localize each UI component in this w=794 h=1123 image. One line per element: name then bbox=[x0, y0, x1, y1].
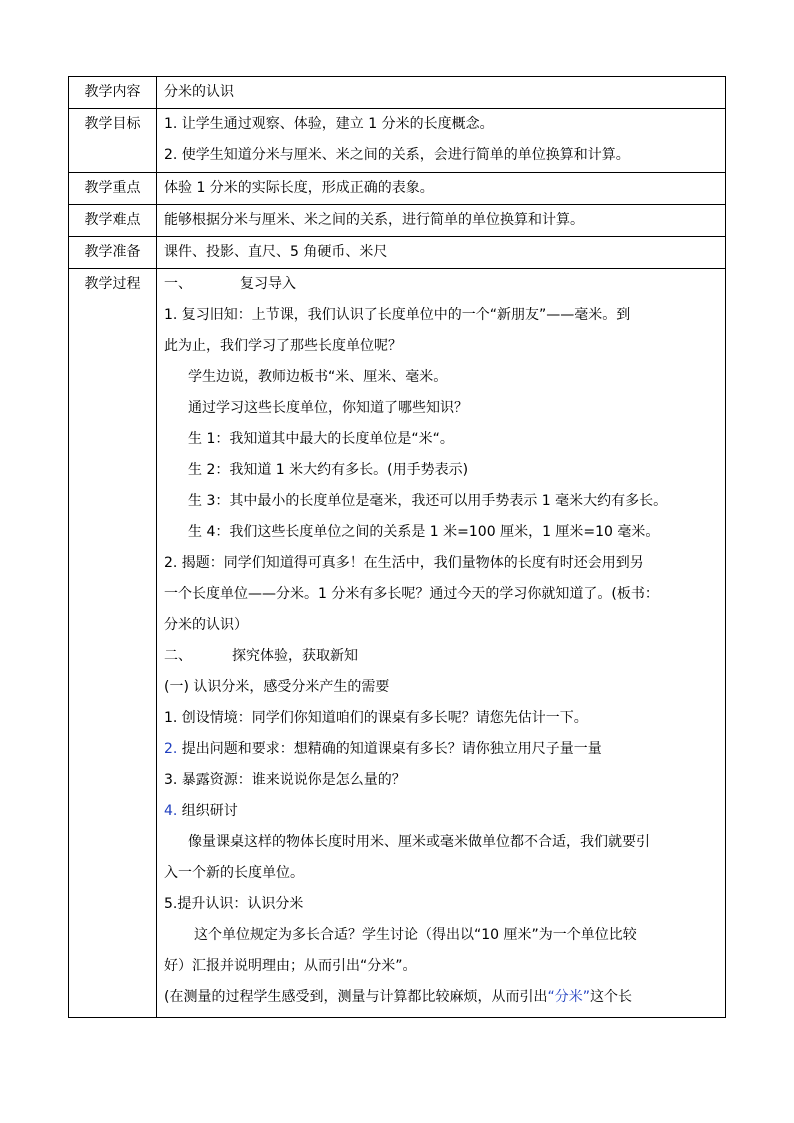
step-6-post: 这个长 bbox=[589, 989, 632, 1005]
section-2-heading bbox=[164, 641, 721, 672]
step-4-number: 4. bbox=[164, 803, 178, 819]
student-answer-4: 生 4：我们这些长度单位之间的关系是 1 米=100 厘米，1 厘米=10 毫米。 bbox=[188, 524, 660, 540]
label-process: 教学过程 bbox=[69, 269, 157, 1018]
paragraph-1b: 此为止，我们学习了那些长度单位呢？ bbox=[164, 338, 402, 354]
step-2-number: 2. bbox=[164, 741, 178, 757]
row-process bbox=[69, 269, 726, 1018]
goal-item-2: 2. 使学生知道分米与厘米、米之间的关系，会进行简单的单位换算和计算。 bbox=[164, 147, 630, 163]
paragraph-3: 通过学习这些长度单位，你知道了哪些知识？ bbox=[188, 400, 468, 416]
value-process bbox=[157, 269, 726, 1018]
content-text: 分米的认识 bbox=[164, 84, 234, 100]
value-content bbox=[157, 77, 726, 109]
student-answer-3: 生 3：其中最小的长度单位是毫米，我还可以用手势表示 1 毫米大约有多长。 bbox=[188, 493, 668, 509]
paragraph-2: 学生边说，教师边板书“米、厘米、毫米。 bbox=[188, 369, 448, 385]
step-6 bbox=[164, 982, 721, 1013]
paragraph-4a: 2. 揭题：同学们知道得可真多！在生活中，我们量物体的长度有时还会用到另 bbox=[164, 555, 644, 571]
value-difficulty bbox=[157, 205, 726, 237]
paragraph-4b: 一个长度单位——分米。1 分米有多长呢？通过今天的学习你就知道了。(板书： bbox=[164, 586, 659, 602]
row-key bbox=[69, 173, 726, 205]
row-goals bbox=[69, 109, 726, 173]
step-4 bbox=[164, 796, 721, 827]
label-difficulty: 教学难点 bbox=[69, 205, 157, 237]
paragraph-4c: 分米的认识） bbox=[164, 617, 248, 633]
section-1-title: 复习导入 bbox=[240, 276, 296, 292]
label-content: 教学内容 bbox=[69, 77, 157, 109]
step-3: 3. 暴露资源：谁来说说你是怎么量的？ bbox=[164, 772, 406, 788]
prep-text: 课件、投影、直尺、5 角硬币、米尺 bbox=[164, 244, 388, 260]
label-goals: 教学目标 bbox=[69, 109, 157, 173]
label-key: 教学重点 bbox=[69, 173, 157, 205]
step-5-para-a: 这个单位规定为多长合适？学生讨论（得出以“10 厘米”为一个单位比较 bbox=[194, 927, 637, 943]
paragraph-1a: 1. 复习旧知：上节课，我们认识了长度单位中的一个“新朋友”——毫米。到 bbox=[164, 307, 631, 323]
step-4-para-a: 像量课桌这样的物体长度时用米、厘米或毫米做单位都不合适，我们就要引 bbox=[188, 834, 650, 850]
value-key bbox=[157, 173, 726, 205]
step-5: 5.提升认识：认识分米 bbox=[164, 896, 304, 912]
step-6-highlight: “分米” bbox=[547, 989, 590, 1005]
section-1-heading bbox=[164, 269, 721, 300]
difficulty-text: 能够根据分米与厘米、米之间的关系，进行简单的单位换算和计算。 bbox=[164, 212, 584, 228]
row-content bbox=[69, 77, 726, 109]
step-2 bbox=[164, 734, 721, 765]
goal-item-1: 1. 让学生通过观察、体验，建立 1 分米的长度概念。 bbox=[164, 116, 494, 132]
key-text: 体验 1 分米的实际长度，形成正确的表象。 bbox=[164, 180, 434, 196]
value-goals bbox=[157, 109, 726, 173]
step-5-para-b: 好）汇报并说明理由；从而引出“分米”。 bbox=[164, 958, 417, 974]
step-6-pre: (在测量的过程学生感受到，测量与计算都比较麻烦，从而引出 bbox=[164, 989, 548, 1005]
step-4-para-b: 入一个新的长度单位。 bbox=[164, 865, 304, 881]
label-prep: 教学准备 bbox=[69, 237, 157, 269]
section-2-title: 探究体验，获取新知 bbox=[232, 648, 358, 664]
step-4-text: 组织研讨 bbox=[177, 803, 238, 819]
subsection-1: (一) 认识分米，感受分米产生的需要 bbox=[164, 679, 390, 695]
step-1: 1. 创设情境：同学们你知道咱们的课桌有多长呢？请您先估计一下。 bbox=[164, 710, 588, 726]
step-2-text: 提出问题和要求：想精确的知道课桌有多长？请你独立用尺子量一量 bbox=[177, 741, 602, 757]
lesson-plan-table bbox=[68, 76, 726, 1018]
section-2-number: 二、 bbox=[164, 648, 192, 664]
section-1-number: 一、 bbox=[164, 276, 192, 292]
row-prep bbox=[69, 237, 726, 269]
value-prep bbox=[157, 237, 726, 269]
student-answer-2: 生 2：我知道 1 米大约有多长。(用手势表示) bbox=[188, 462, 469, 478]
student-answer-1: 生 1：我知道其中最大的长度单位是“米“。 bbox=[188, 431, 454, 447]
row-difficulty bbox=[69, 205, 726, 237]
